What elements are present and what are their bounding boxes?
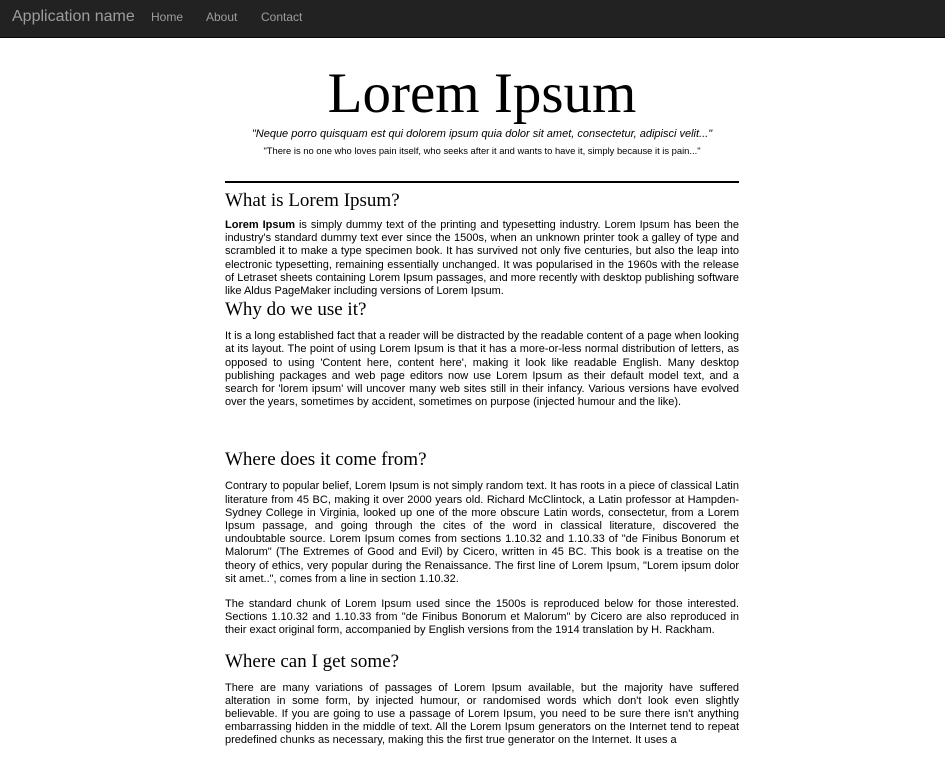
latin-quote: "Neque porro quisquam est qui dolorem ipsum quia dolor sit amet, consectetur, adipisci velit..." (251, 128, 713, 140)
section-body-where-from: Contrary to popular belief, Lorem Ipsum is not simply random text. It has roots in a piece of classical Latin literature from 45 BC, making it over 2000 years old. Richard McClintock, a Latin professor at Hampden-Sydney College in Virginia, looked up one of the more obscure Latin words, consectetur, from a Lorem Ipsum passage, and going through the cites of the word in classical literature, discovered the undoubtable source. Lorem Ipsum comes from sections 1.10.32 and 1.10.33 of "de Finibus Bonorum et Malorum" (The Extremes of Good and Evil) by Cicero, written in 45 BC. This book is a treatise on the theory of ethics, very popular during the Renaissance. The first line of Lorem Ipsum, "Lorem ipsum dolor sit amet..", comes from a line in section 1.10.32. (225, 480, 739, 585)
section-body-what (225, 219, 739, 298)
section-title-where-get: Where can I get some? (225, 650, 400, 672)
bold-lead: Lorem Ipsum (225, 219, 295, 231)
page-title: Lorem Ipsum (327, 62, 637, 125)
quote-translation: "There is no one who loves pain itself, who seeks after it and wants to have it, simply because it is pain..." (263, 145, 701, 156)
section-body-where-from-2: The standard chunk of Lorem Ipsum used since the 1500s is reproduced below for those interested. Sections 1.10.32 and 1.10.33 from "de Finibus Bonorum et Malorum" by Cicero are also reproduced in their exact original form, accompanied by English versions from the 1914 translation by H. Rackham. (225, 598, 739, 637)
app-brand-link[interactable]: Application name (12, 8, 135, 25)
section-title-where-from: Where does it come from? (225, 449, 427, 471)
section-title-what: What is Lorem Ipsum? (225, 190, 400, 211)
section-body-why: It is a long established fact that a reader will be distracted by the readable content of a page when looking at its layout. The point of using Lorem Ipsum is that it has a more-or-less normal distribution of letters, as opposed to using 'Content here, content here', making it look like readable English. Many desktop publishing packages and web page editors now use Lorem Ipsum as their default model text, and a search for 'lorem ipsum' will uncover many web sites still in their infancy. Various versions have evolved over the years, sometimes by accident, sometimes on purpose (injected humour and the like). (225, 330, 739, 409)
nav-link-about[interactable]: About (206, 10, 238, 24)
section-body-what-text: is simply dummy text of the printing and typesetting industry. Lorem Ipsum has been the industry's standard dummy text ever since the 1500s, when an unknown printer took a galley of type and scrambled it to make a type specimen book. It has survived not only five centuries, but also the leap into electronic typesetting, remaining essentially unchanged. It was popularised in the 1960s with the release of Letraset sheets containing Lorem Ipsum passages, and more recently with desktop publishing software like Aldus PageMaker including versions of Lorem Ipsum. (225, 219, 739, 298)
top-navbar (0, 0, 945, 38)
main-content (225, 183, 739, 748)
nav-link-home[interactable]: Home (151, 10, 184, 24)
section-title-why: Why do we use it? (225, 299, 367, 321)
nav-link-contact[interactable]: Contact (261, 10, 303, 24)
section-body-where-get: There are many variations of passages of Lorem Ipsum available, but the majority have suffered alteration in some form, by injected humour, or randomised words which don't look even slightly believable. If you are going to use a passage of Lorem Ipsum, you need to be sure there isn't anything embarrassing hidden in the middle of text. All the Lorem Ipsum generators on the Internet tend to repeat predefined chunks as necessary, making this the first true generator on the Internet. It uses a (225, 681, 739, 747)
